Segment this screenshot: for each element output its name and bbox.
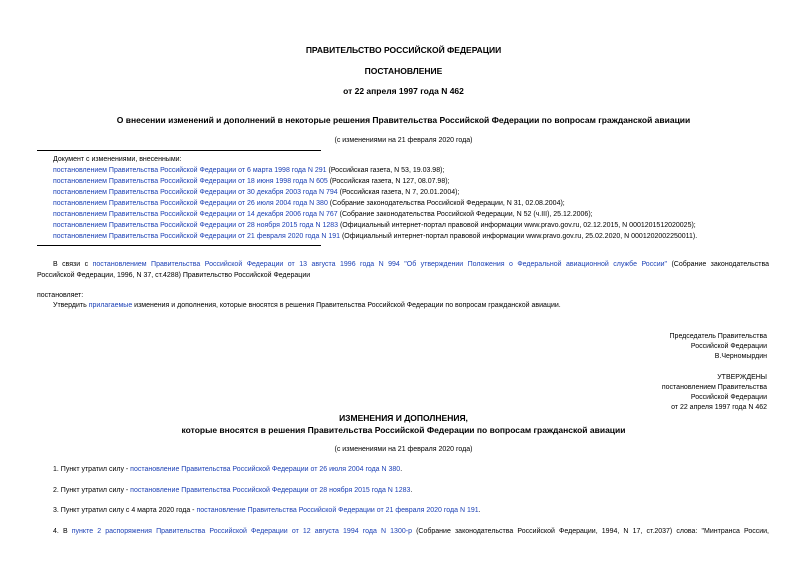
annex-text: . xyxy=(400,466,403,473)
annex-text: 1. Пункт утратил силу - xyxy=(53,466,131,473)
amendment-source: (Российская газета, N 53, 19.03.98); xyxy=(326,167,445,174)
approve-link[interactable]: прилагаемые xyxy=(88,302,133,309)
amendment-source: (Собрание законодательства Российской Федерации, N 31, 02.08.2004); xyxy=(327,200,565,207)
annex-link[interactable]: постановление Правительства Российской Федерации от 28 ноября 2015 года N 1283 xyxy=(130,487,411,494)
annex-changes-note: (с изменениями на 21 февраля 2020 года) xyxy=(334,446,473,453)
annex-text: 4. В xyxy=(53,528,72,535)
doc-title: О внесении изменений и дополнений в некоторые решения Правительства Российской Федерации по вопросам гражданской авиации xyxy=(116,115,691,125)
amendment-item xyxy=(53,166,444,175)
annex-text: . xyxy=(478,507,481,514)
approve-paragraph xyxy=(53,301,561,310)
annex-link[interactable]: пункте 2 xyxy=(71,528,102,535)
preamble-line-2: Российской Федерации, 1996, N 37, ст.4288) Правительство Российской Федерации xyxy=(37,272,311,279)
signature-position: Председатель Правительства xyxy=(669,333,767,340)
amendment-item xyxy=(53,210,593,219)
amendment-source: (Российская газета, N 127, 08.07.98); xyxy=(327,178,450,185)
amendment-link[interactable]: постановлением Правительства Российской Федерации от 21 февраля 2020 года N 191 xyxy=(53,233,340,240)
annex-text: 3. Пункт утратил силу с 4 марта 2020 года - xyxy=(53,507,197,514)
amendment-link[interactable]: постановлением Правительства Российской Федерации от 28 ноября 2015 года N 1283 xyxy=(53,222,339,229)
top-rule xyxy=(37,150,321,151)
approve-text: Утвердить xyxy=(53,302,89,309)
approve-text: изменения и дополнения, которые вносятся в решения Правительства Российской Федерации по вопросам гражданской авиации. xyxy=(132,302,561,309)
amendment-item xyxy=(53,232,697,241)
amendment-source: (Российская газета, N 7, 20.01.2004); xyxy=(337,189,460,196)
annex-link[interactable]: постановление Правительства Российской Федерации от 26 июля 2004 года N 380 xyxy=(130,466,401,473)
amendment-item xyxy=(53,199,565,208)
annex-item-1 xyxy=(53,465,402,474)
amendment-link[interactable]: постановлением Правительства Российской Федерации от 30 декабря 2003 года N 794 xyxy=(53,189,338,196)
approved-line-2: постановлением Правительства xyxy=(661,384,767,391)
amendment-source: (Официальный интернет-портал правовой информации www.pravo.gov.ru, 25.02.2020, N 0001202002250011). xyxy=(340,233,698,240)
approved-heading: УТВЕРЖДЕНЫ xyxy=(717,374,767,381)
annex-item-3 xyxy=(53,506,481,515)
amendments-intro: Документ с изменениями, внесенными: xyxy=(53,156,182,163)
annex-text: (Собрание законодательства Российской Федерации, 1994, N 17, ст.2037) слова: "Минтранса России, xyxy=(411,528,770,535)
preamble-link[interactable]: постановлением Правительства Российской Федерации от 13 августа 1996 года N 994 "Об утверждении Положения о Федеральной авиационной службе России" xyxy=(92,261,668,268)
amendment-item xyxy=(53,177,450,186)
annex-link[interactable]: постановление Правительства Российской Федерации от 21 февраля 2020 года N 191 xyxy=(196,507,479,514)
doc-type: ПОСТАНОВЛЕНИЕ xyxy=(364,66,443,76)
amendment-link[interactable]: постановлением Правительства Российской Федерации от 14 декабря 2006 года N 767 xyxy=(53,211,338,218)
signature-country: Российской Федерации xyxy=(690,343,767,350)
preamble-text: В связи с xyxy=(53,261,93,268)
amendment-source: (Собрание законодательства Российской Федерации, N 52 (ч.III), 25.12.2006); xyxy=(337,211,593,218)
signature-name: В.Черномырдин xyxy=(714,353,767,360)
org-title: ПРАВИТЕЛЬСТВО РОССИЙСКОЙ ФЕДЕРАЦИИ xyxy=(305,45,502,55)
preamble-line-1 xyxy=(53,260,769,269)
amendment-item xyxy=(53,221,696,230)
amendment-source: (Официальный интернет-портал правовой информации www.pravo.gov.ru, 02.12.2015, N 0001201512020025); xyxy=(338,222,696,229)
preamble-text: (Собрание законодательства xyxy=(667,261,770,268)
annex-item-2 xyxy=(53,486,412,495)
annex-subtitle: которые вносятся в решения Правительства Российской Федерации по вопросам гражданской авиации xyxy=(181,425,626,435)
decree-word: постановляет: xyxy=(37,292,84,299)
annex-link[interactable]: распоряжения Правительства Российской Федерации от 12 августа 1994 года N 1300-р xyxy=(105,528,412,535)
annex-item-4 xyxy=(53,527,769,536)
amendment-link[interactable]: постановлением Правительства Российской Федерации от 18 июня 1998 года N 605 xyxy=(53,178,328,185)
amendment-link[interactable]: постановлением Правительства Российской Федерации от 26 июля 2004 года N 380 xyxy=(53,200,328,207)
approved-line-4: от 22 апреля 1997 года N 462 xyxy=(671,404,767,411)
approved-line-3: Российской Федерации xyxy=(690,394,767,401)
annex-title: ИЗМЕНЕНИЯ И ДОПОЛНЕНИЯ, xyxy=(339,413,468,423)
amendment-item xyxy=(53,188,459,197)
changes-note: (с изменениями на 21 февраля 2020 года) xyxy=(334,137,473,144)
annex-text: . xyxy=(410,487,413,494)
annex-text: 2. Пункт утратил силу - xyxy=(53,487,131,494)
amendment-link[interactable]: постановлением Правительства Российской Федерации от 6 марта 1998 года N 291 xyxy=(53,167,327,174)
bottom-rule xyxy=(37,245,321,246)
doc-date-number: от 22 апреля 1997 года N 462 xyxy=(343,86,464,96)
